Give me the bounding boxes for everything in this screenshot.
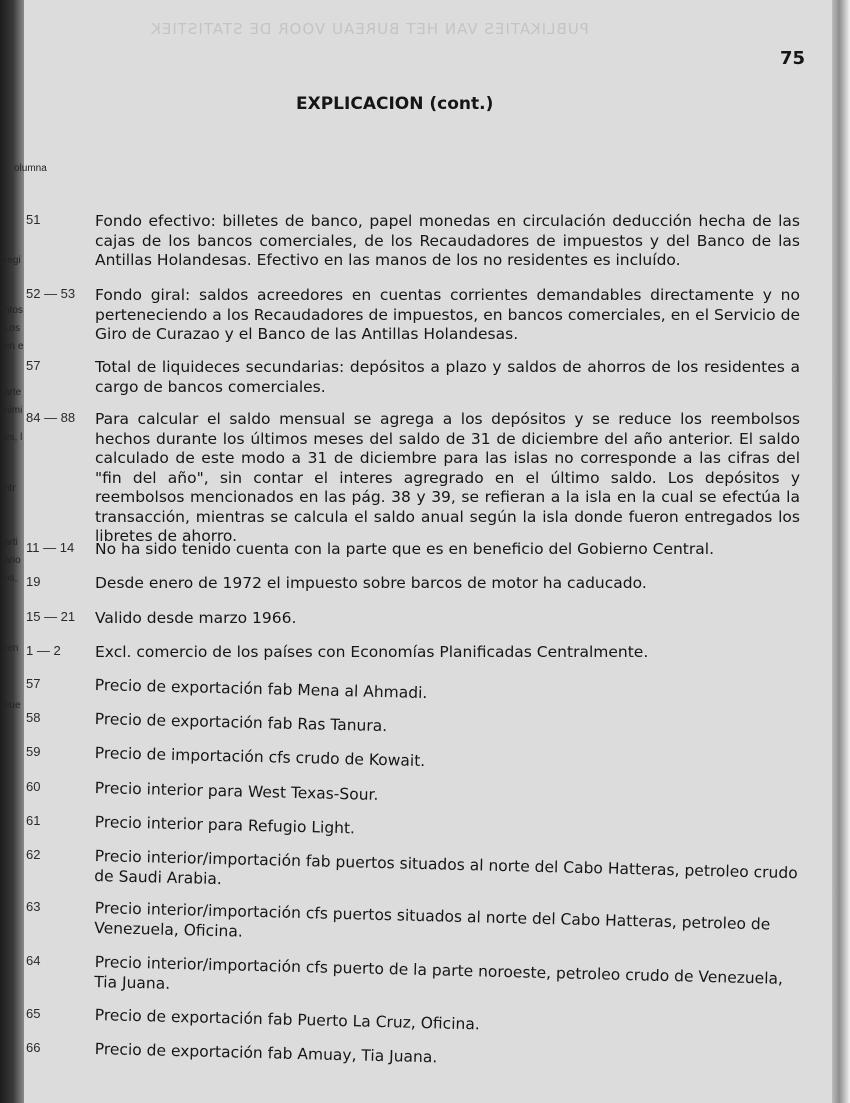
page-title: EXPLICACION (cont.) (296, 94, 494, 114)
margin-fragment: regi (4, 255, 21, 266)
entry-text: Precio interior para West Texas-Sour. (94, 779, 379, 804)
bleed-through-text: PUBLIKATIES VAN HET BUREAU VOOR DE STATISTIEK (150, 20, 589, 38)
margin-fragment: es, l (4, 432, 23, 443)
entry-text: Precio de exportación fab Puerto La Cruz, Oficina. (94, 1006, 480, 1034)
entry-text: Fondo giral: saldos acreedores en cuentas corrientes demandables directamente y no perteneciendo a los Recaudadores de impuestos, en bancos comerciales, en el Servicio de Giro de Curazao y el Banco de las Antillas Holandesas. (95, 286, 800, 343)
entry-text: Precio de exportación fab Amuay, Tia Juana. (94, 1040, 438, 1067)
margin-fragment: nimi (4, 405, 23, 416)
column-reference: 62 (26, 847, 41, 862)
margin-fragment: ntr (4, 483, 16, 494)
page-edge (832, 0, 850, 1103)
column-reference: 57 (26, 676, 41, 691)
column-reference: 63 (26, 899, 41, 914)
entry-text: Excl. comercio de los países con Economías Planificadas Centralmente. (95, 643, 649, 661)
margin-fragment: olumna (14, 163, 47, 174)
column-reference: 58 (26, 710, 41, 725)
column-reference: 84 — 88 (26, 410, 76, 425)
column-reference: 57 (26, 358, 41, 373)
entry-text: Total de liquideces secundarias: depósitos a plazo y saldos de ahorros de los residentes a cargo de bancos comerciales. (95, 358, 800, 396)
entry-text: Precio interior/importación cfs puerto de la parte noroeste, petroleo crudo de Venezuela, Tia Juana. (94, 953, 784, 993)
column-reference: 51 (26, 212, 41, 227)
margin-fragment: arti (4, 537, 18, 548)
entry-text: Desde enero de 1972 el impuesto sobre barcos de motor ha caducado. (95, 574, 647, 592)
entry-text: Precio interior/importación fab puertos situados al norte del Cabo Hatteras, petroleo crudo de Saudi Arabia. (94, 847, 798, 888)
column-reference: 66 (26, 1040, 41, 1055)
entry-text: Precio de exportación fab Ras Tanura. (94, 710, 388, 736)
margin-fragment: Los (4, 323, 21, 334)
entry-text: Precio de importación cfs crudo de Kowait. (94, 744, 426, 771)
column-reference: 52 — 53 (26, 286, 76, 301)
column-reference: 60 (26, 779, 41, 794)
column-reference: 1 — 2 (26, 643, 61, 658)
entry-text: Fondo efectivo: billetes de banco, papel monedas en circulación deducción hecha de las cajas de los bancos comerciales, de los Recaudadores de impuestos y del Banco de las Antillas Holandesas. Efectivo en las manos de los no residentes es incluído. (95, 212, 800, 269)
margin-fragment: eue (4, 700, 21, 711)
page-number: 75 (780, 48, 806, 69)
entry-text: Precio interior para Refugio Light. (94, 813, 356, 838)
column-reference: 64 (26, 953, 41, 968)
column-reference: 11 — 14 (26, 540, 75, 555)
margin-fragment: ario (4, 555, 21, 566)
column-reference: 59 (26, 744, 41, 759)
column-reference: 61 (26, 813, 41, 828)
margin-fragment: ntos (4, 305, 23, 316)
entry-text: No ha sido tenido cuenta con la parte que es en beneficio del Gobierno Central. (95, 540, 714, 558)
entry-text: Precio de exportación fab Mena al Ahmadi. (94, 676, 428, 703)
margin-fragment: arte (4, 387, 22, 398)
column-reference: 65 (26, 1006, 41, 1021)
column-reference: 15 — 21 (26, 609, 76, 624)
margin-fragment: en e (4, 341, 24, 352)
margin-fragment: os, (4, 573, 18, 584)
margin-fragment: ren (4, 643, 19, 654)
entry-text: Valido desde marzo 1966. (95, 609, 297, 627)
entry-text: Precio interior/importación cfs puertos situados al norte del Cabo Hatteras, petroleo de Venezuela, Oficina. (94, 899, 771, 941)
entry-text: Para calcular el saldo mensual se agrega a los depósitos y se reduce los reembolsos hechos durante los últimos meses del saldo de 31 de diciembre del año anterior. El saldo calculado de este modo a 31 de diciembre para las islas no corresponde a las cifras del "fin del año", sin contar el interes agregrado en el último saldo. Los depósitos y reembolsos mencionados en las pág. 38 y 39, se refieran a la isla en la cual se efectúa la transacción, mientras se calcula el saldo anual según la isla donde fueron entregados los libretes de ahorro. (95, 410, 800, 545)
column-reference: 19 (26, 574, 41, 589)
